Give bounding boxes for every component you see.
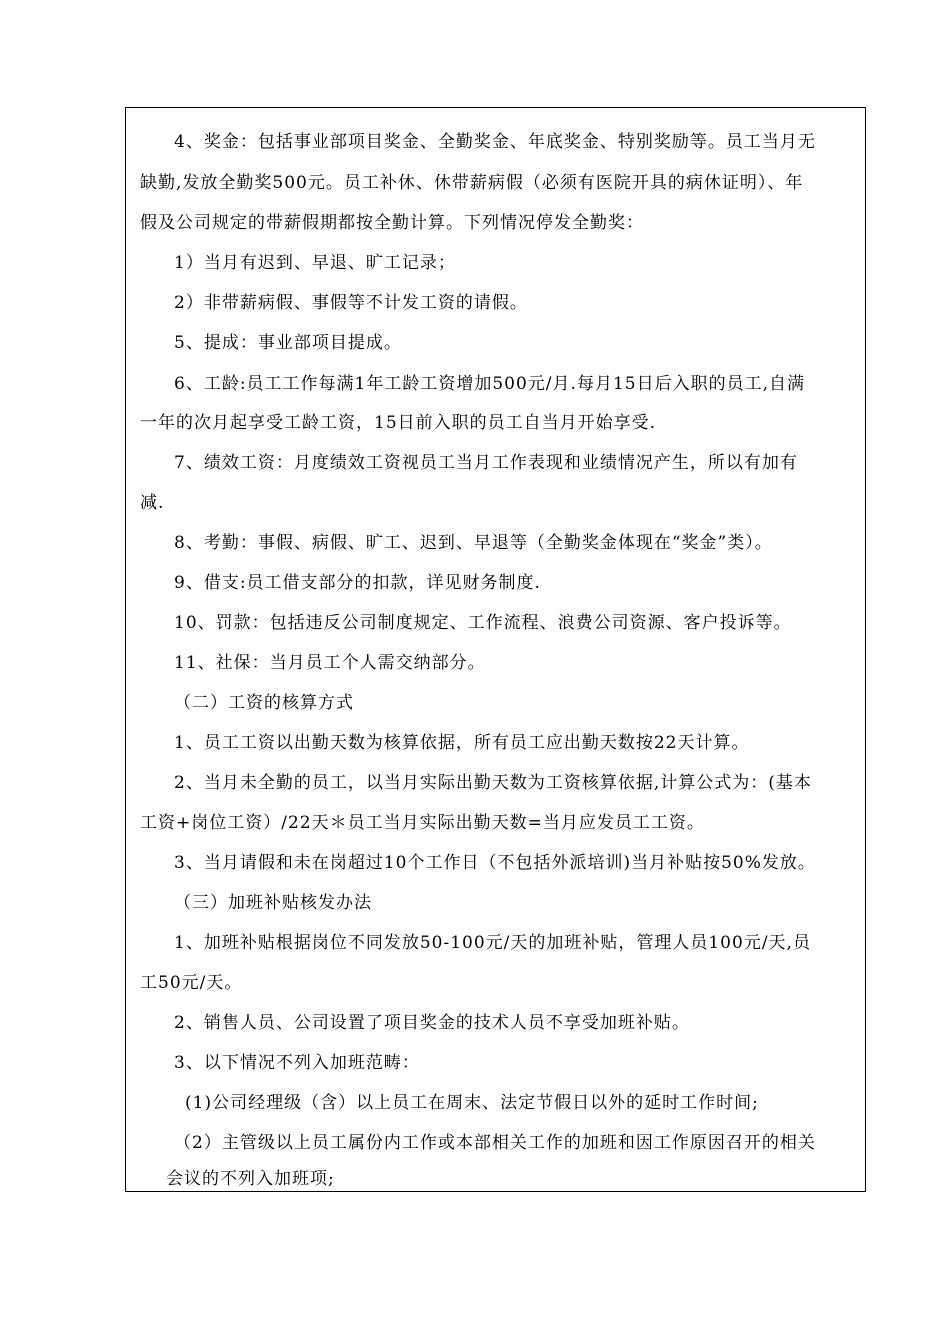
text-line: 缺勤,发放全勤奖500元。员工补休、休带薪病假（必须有医院开具的病休证明）、年 <box>140 173 804 193</box>
section-heading: （三）加班补贴核发办法 <box>174 893 372 913</box>
text-line: 2、当月未全勤的员工，以当月实际出勤天数为工资核算依据,计算公式为：(基本 <box>174 773 812 793</box>
text-line: 减. <box>140 493 165 513</box>
text-line: 会议的不列入加班项; <box>166 1169 335 1189</box>
text-line: 1、加班补贴根据岗位不同发放50-100元/天的加班补贴，管理人员100元/天,员 <box>174 933 811 953</box>
text-line: 假及公司规定的带薪假期都按全勤计算。下列情况停发全勤奖： <box>140 213 644 233</box>
text-line: (1)公司经理级（含）以上员工在周末、法定节假日以外的延时工作时间; <box>185 1093 759 1113</box>
text-line: 1、员工工资以出勤天数为核算依据，所有员工应出勤天数按22天计算。 <box>174 733 750 753</box>
section-heading: （二）工资的核算方式 <box>174 693 354 713</box>
text-line: 2、销售人员、公司设置了项目奖金的技术人员不享受加班补贴。 <box>174 1013 690 1033</box>
text-line: 11、社保：当月员工个人需交纳部分。 <box>174 653 486 673</box>
text-line: 10、罚款：包括违反公司制度规定、工作流程、浪费公司资源、客户投诉等。 <box>174 613 792 633</box>
text-line: （2）主管级以上员工属份内工作或本部相关工作的加班和因工作原因召开的相关 <box>174 1133 816 1153</box>
text-line: 7、绩效工资：月度绩效工资视员工当月工作表现和业绩情况产生，所以有加有 <box>174 453 798 473</box>
text-line: 工50元/天。 <box>140 973 243 993</box>
text-line: 工资+岗位工资）/22天＊员工当月实际出勤天数=当月应发员工工资。 <box>140 813 705 833</box>
text-line: 8、考勤：事假、病假、旷工、迟到、早退等（全勤奖金体现在“奖金”类）。 <box>174 533 773 553</box>
text-line: 6、工龄:员工工作每满1年工龄工资增加500元/月.每月15日后入职的员工,自满 <box>174 374 805 394</box>
text-line: 5、提成：事业部项目提成。 <box>174 333 402 353</box>
text-line: 4、奖金：包括事业部项目奖金、全勤奖金、年底奖金、特别奖励等。员工当月无 <box>174 132 816 152</box>
text-line: 3、以下情况不列入加班范畴： <box>174 1053 420 1073</box>
text-line: 一年的次月起享受工龄工资，15日前入职的员工自当月开始享受. <box>140 413 657 433</box>
text-line: 2）非带薪病假、事假等不计发工资的请假。 <box>174 293 528 313</box>
text-line: 9、借支:员工借支部分的扣款，详见财务制度. <box>174 573 541 593</box>
text-line: 1）当月有迟到、早退、旷工记录； <box>174 253 456 273</box>
text-line: 3、当月请假和未在岗超过10个工作日（不包括外派培训)当月补贴按50%发放。 <box>174 853 816 873</box>
